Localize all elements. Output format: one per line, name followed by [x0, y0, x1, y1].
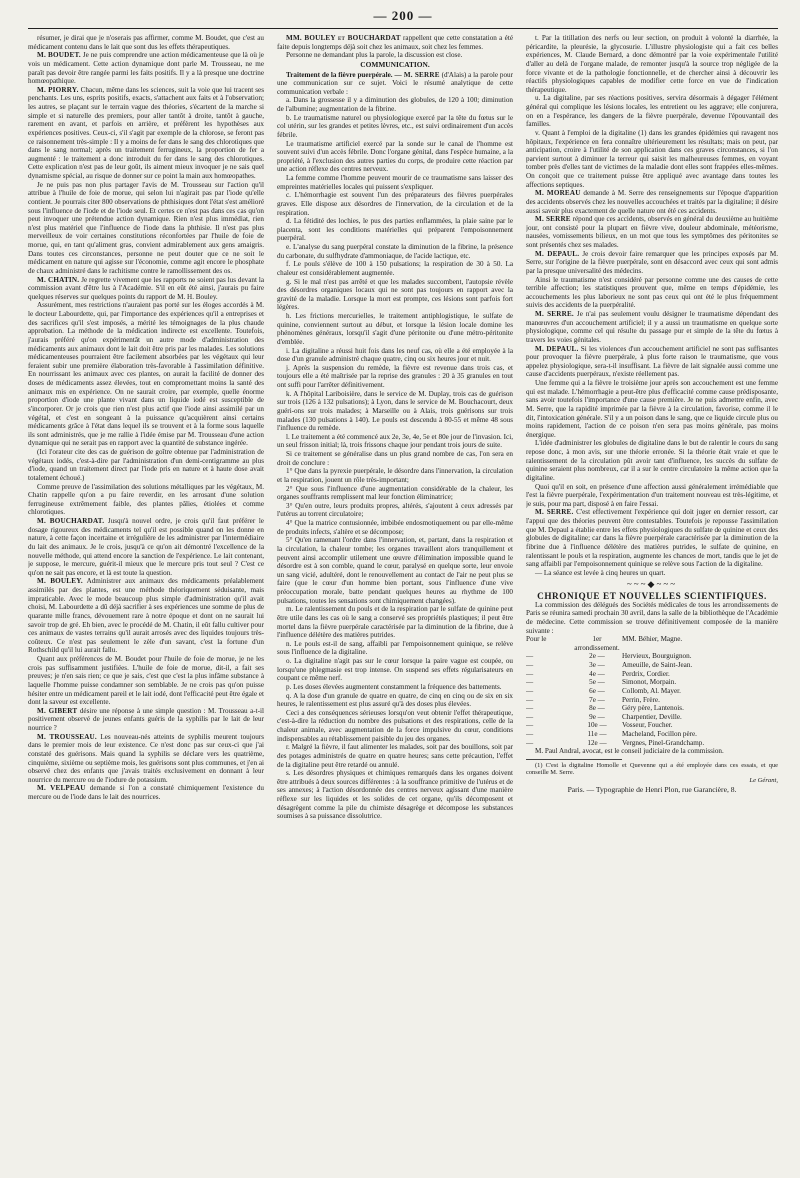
paragraph-text: demande à M. Serre des renseignements sur l'époque d'apparition des accidents observés chez les nouvelles accouchées et traités par la digitaline; il désire aussi savoir plus exactement de quelle nature ont été ces accidents.: [526, 189, 778, 215]
arrondissement-ord: 7e —: [589, 695, 605, 704]
paragraph: [28, 517, 264, 577]
paragraph-text: Je n'ai pas seulement voulu désigner le traumatisme dépendant des manœuvres d'un accouchement artificiel; il y a aussi un traumatisme en quelque sorte physiologique, comme cel qui résulte du passage pur et simple de la tête du fœtus à travers les voies génitales.: [526, 310, 778, 344]
paragraph: Quant aux préférences de M. Boudet pour l'huile de foie de morue, je ne les crois pas suffisamment justifiées. L'huile de foie de morue, dit-il, a fait ses preuves; je n'en sais rien; ce que je sais, c'est que c'est la plus infâme substance à laquelle l'homme puisse condamner son semblable. Je ne crois pas qu'on puisse hésiter entre un médicament pareil et le lait iodé, dont l'efficacité peut être égale et dont la saveur est excellente.: [28, 655, 264, 707]
list-item: l. Le traitement a été commencé aux 2e, 3e, 4e, 5e et 80e jour de l'invasion. Ici, un seul frisson initial; là, trois frissons chaque jour pendant trois jours de suite.: [277, 432, 513, 450]
arrondissement-n: —: [526, 712, 534, 721]
paragraph: [526, 508, 778, 568]
arrondissement-n: —: [526, 652, 534, 661]
paragraph: [526, 310, 778, 345]
paragraph: [526, 215, 778, 250]
paragraph-text: Je regrette vivement que les rapports ne soient pas lus devant la commission avant d'être lus à l'Académie. S'il en eût été ainsi, j'aurais pu faire quelques réserves sur quelques points du rapport de M. H. Bouley.: [28, 275, 264, 301]
paragraph: [277, 34, 513, 51]
speaker-name: M. SERRE.: [535, 508, 574, 517]
list-item: b. Le traumatisme naturel ou physiologique exercé par la tête du fœtus sur le col utérin, sur les grandes et petites lèvres, etc., est suivi ordinairement d'un accès fébrile.: [277, 113, 513, 139]
speaker-name: M. VELPEAU: [37, 784, 86, 793]
paragraph: [277, 71, 513, 97]
paragraph: [28, 577, 264, 655]
paragraph: [28, 51, 264, 86]
list-item: q. A la dose d'un granule de quatre en quatre, de cinq en cinq ou de six en six heures, le ralentissement est plus assuré qu'à des doses plus élevées.: [277, 691, 513, 709]
arrondissement-ord: 5e —: [589, 678, 605, 687]
printer-imprint: Paris. — Typographie de Henri Plon, rue Garancière, 8.: [567, 784, 737, 794]
paragraph: Ainsi le traumatisme n'est considéré par personne comme une des causes de cette terrible affection; les statistiques prouvent que, même en temps d'épidémie, les accouchements les plus laborieux ne sont pas ceux qui ont été le plus fréquemment suivis des accidents de la puerpéralité.: [526, 275, 778, 310]
arrondissement-ord: 6e —: [589, 686, 605, 695]
arrondissement-n: —: [526, 661, 534, 669]
arrondissement-row: [526, 696, 778, 705]
paragraph: [28, 276, 264, 302]
list-item: 2° Que sous l'influence d'une augmentation considérable de la chaleur, les organes souffrants remplissent mal leur fonction éliminatrice;: [277, 484, 513, 502]
page-header: [28, 6, 778, 28]
arrondissement-row: [526, 652, 778, 661]
list-item: s. Les désordres physiques et chimiques remarqués dans les organes doivent être attribués à deux sources différentes : à la souffrance primitive de l'utérus et de ses annexes; à l'action désordonnée des centres nerveux agissant d'une manière réflexe sur les liquides et les solides de cet organe, qu'ils décomposent et désagrègent comme la pile du chimiste désagrège et décompose les substances soumises à sa puissance dissolutrice.: [277, 769, 513, 821]
paragraph-text: (d'Alais) a la parole pour une communication sur ce sujet. Voici le résumé analytique de cette communication verbale :: [277, 70, 513, 96]
arrondissement-names: Macheland, Focillon père.: [622, 730, 697, 738]
summary-list: [277, 96, 513, 821]
arrondissement-n: —: [526, 695, 534, 704]
list-item: e. L'analyse du sang puerpéral constate la diminution de la fibrine, la présence du carbonate, du sulfhydrate d'ammoniaque, de l'acide lactique, etc.: [277, 243, 513, 260]
list-item: u. La digitaline, par ses réactions positives, servira désormais à dégager l'élément général qui complique les lésions locales, les entretient ou les aggrave; elle conjurera, on en a l'espérance, les dangers de la fièvre puerpérale, devenue l'épouvantail des familles.: [526, 94, 778, 129]
list-item: i. La digitaline a réussi huit fois dans les neuf cas, où elle a été employée à la dose d'un granule administré chaque quatre, cinq ou six heures jour et nuit.: [277, 346, 513, 364]
speaker-name: M. TROUSSEAU.: [37, 732, 97, 741]
arrondissement-names: Géry père, Lantenois.: [622, 704, 684, 713]
arrondissement-names: Vergnes, Pinel-Grandchamp.: [622, 738, 705, 747]
paragraph-text: Les nouveau-nés atteints de syphilis meurent toujours dans le premier mois de leur existence. Ce n'est donc pas sur ceux-ci que j'ai constaté des guérisons. Mais quand la syphilis se déclare vers les quatrième, cinquième, sixième ou septième mois, les guérisons sont plus communes, et j'en ai observé chez des enfants que j'avais traités exclusivement en donnant à leur nourrice du mercure ou de l'iodure de potassium.: [28, 732, 264, 784]
arrondissement-row: [526, 678, 778, 687]
list-item: 3° Qu'en outre, leurs produits propres, altérés, s'ajoutent à ceux adressés par l'utérus au torrent circulatoire;: [277, 501, 513, 519]
arrondissement-ord: 12e —: [587, 738, 607, 747]
arrondissement-names: Vosseur, Foucher.: [622, 721, 673, 730]
ornament-divider: ~~~◆~~~: [626, 579, 678, 590]
paragraph: [28, 733, 264, 785]
arrondissement-row: [526, 687, 778, 696]
list-item: m. Le ralentissement du pouls et de la respiration par le sulfate de quinine peut être utile dans les cas où le sang a conservé ses propriétés plastiques; il peut être mortel dans la fièvre puerpérale caractérisée par la diminution de la fibrine, due à l'influence délétère des matières putrides.: [277, 605, 513, 640]
paragraph: [28, 707, 264, 733]
paragraph: Quoi qu'il en soit, en présence d'une affection aussi généralement irrémédiable que l'est la fièvre puerpérale, l'expérimentation d'un traitement nouveau est très-légitime, et je suis, pour ma part, disposé à en faire l'essai.: [526, 482, 778, 508]
arrondissement-row: [526, 739, 778, 748]
arrondissement-row: [526, 661, 778, 670]
list-item: v. Quant à l'emploi de la digitaline (1) dans les grandes épidémies qui ravagent nos hôpitaux, l'expérience en fera connaître ultérieurement les résultats; mais on peut, par anticipation, croire à l'utilité de son application dans ces graves circonstances, si l'on parvient surtout à diminuer la terreur qui saisit les malheureuses femmes, en voyant tomber près d'elles tant de victimes de la maladie dont elles sont frappées elles-mêmes. On conçoit que ce traitement puisse être appliqué avec avantage dans toutes les affections septiques.: [526, 128, 778, 189]
paragraph: [526, 250, 778, 276]
arrondissement-row: [526, 635, 778, 652]
list-item: 1° Que dans la pyrexie puerpérale, le désordre dans l'innervation, la circulation et la respiration, jouent un rôle très-important;: [277, 467, 513, 484]
arrondissement-row: [526, 704, 778, 713]
paragraph: Une femme qui a la fièvre le troisième jour après son accouchement est une femme qui est malade. L'hémorrhagie a peut-être plus d'efficacité comme cause prédisposante, sans avoir toutefois l'importance d'une cause première. Je ne puis admettre enfin, avec M. Serre, que la rapidité imprimée par la fièvre à la circulation, favorise, comme il le dit, l'intoxication générale. S'il y a un poison dans le sang, que ce liquide circule plus ou moins rapidement, l'action de ce poison n'en sera pas moins générale, pas moins énergique.: [526, 379, 778, 439]
list-item: Ceci a des conséquences sérieuses lorsqu'on veut obtenir l'effet thérapeutique, c'est-à-dire la réduction du nombre des pulsations et des respirations, celle de la chaleur animale, avec augmentation de la force impulsive du cœur, conditions indispensables au rétablissement paisible du jeu des organes.: [277, 708, 513, 743]
list-item: d. La fétidité des lochies, le pus des parties enflammées, la plaie saine par le placenta, sont les conditions matérielles qui préparent l'empoisonnement puerpéral.: [277, 217, 513, 243]
arrondissement-n: —: [526, 669, 534, 678]
paragraph: La commission des délégués des Sociétés médicales de tous les arrondissements de Paris se réunira samedi prochain 30 avril, dans la salle de la bibliothèque de l'Académie de médecine. Cette commission se trouve définitivement composée de la manière suivante :: [526, 600, 778, 635]
summary-list-continued: [526, 34, 778, 189]
arrondissement-ord: 8e —: [589, 704, 605, 713]
speaker-name: M. DEPAUL.: [535, 249, 580, 258]
arrondissement-ord: 1er arrondissement.: [574, 635, 620, 652]
paragraph-text: demande si l'on a constaté chimiquement l'existence du mercure ou de l'iode dans le lait des nourrices.: [28, 784, 264, 801]
paragraph: L'idée d'administrer les globules de digitaline dans le but de ralentir le cours du sang repose donc, à mon avis, sur une théorie erronée. Si la théorie était vraie et que le ralentissement de la circulation pût avoir tant d'influence, les succès du sulfate de quinine seraient plus nombreux, car il a sur le centre circulatoire la même action que la digitaline.: [526, 439, 778, 482]
arrondissement-row: [526, 730, 778, 739]
arrondissement-n: —: [526, 738, 534, 747]
list-item: t. Par la titillation des nerfs ou leur section, on produit à volonté la diarrhée, la péricardite, la pleurésie, la glycosurie. L'illustre physiologiste qui a fait ces belles expériences, M. Claude Bernard, a donc démontré par la voie expérimentale l'utilité d'aller au delà de l'organe malade, de remonter jusqu'à la source trop négligée de la force vivante et de la pathologie fonctionnelle, et de chercher ainsi à découvrir les réactifs physiologiques capables de modifier cette force en vue de l'indication thérapeutique.: [526, 34, 778, 94]
arrondissement-n: —: [526, 730, 534, 738]
arrondissement-ord: 2e —: [589, 652, 605, 661]
paragraph: — La séance est levée à cinq heures un quart.: [535, 568, 666, 577]
header-rule: [28, 28, 778, 29]
speaker-name: M. BOUDET.: [37, 51, 81, 60]
speaker-name: M. GIBERT: [37, 706, 78, 715]
paragraph-text: Si les violences d'un accouchement artificiel ne sont pas suffisantes pour provoquer la fièvre puerpérale, à plus forte raison le traumatisme, que vous appelez physiologique, sera-t-il insuffisant. La fièvre de lait signalée aussi comme une cause d'accidents puerpéraux, n'existe réellement pas.: [526, 344, 778, 379]
list-item: 5° Qu'en ramenant l'ordre dans l'innervation, et, partant, dans la respiration et la circulation, la chaleur tombe; les organes travaillent alors tranquillement et peuvent ainsi accomplir utilement une œuvre d'élimination impossible quand le désordre est à son comble, quand le cœur, paralysé en quelque sorte, leur envoie un sang vicié, adultéré, dont le renouvellement au contact de l'air ne peut plus se faire (que le cœur d'un homme bien portant, sous l'influence d'une vive préoccupation morale, batte pendant quelques heures au rhythme de 100 pulsations, toutes les sensations sont chimiquement changées).: [277, 536, 513, 605]
speaker-name: M. BOULEY.: [37, 577, 83, 586]
paragraph: Je ne puis pas non plus partager l'avis de M. Trousseau sur l'action qu'il attribue à l'huile de foie de morue, qui selon lui n'agirait pas par l'iode qu'elle contient. Je pourrais citer 800 observations de phthisiques dont l'état s'est amélioré sous l'influence de l'iode et de l'iode seul. Et certes ce n'est pas dans ces cas qu'on peut invoquer une prétendue action dynamique. Rien n'est plus immédiat, rien n'est plus matériel que l'influence de l'iode dans la phthisie. Il n'est pas plus merveilleux de voir certaines constitutions réconfortées par l'huile de foie de morue, qui, en tant qu'aliment gras, convient admirablement aux gens amaigris. Dans toutes ces circonstances, personne ne peut douter que ce ne soit le médicament en nature qui agisse sur l'économie, comme agit encore le phosphate de chaux administré dans le rachitisme contre le ramollissement des os.: [28, 180, 264, 275]
paragraph: [28, 784, 264, 801]
list-item: Le traumatisme artificiel exercé par la sonde sur le canal de l'homme est souvent suivi d'un accès fébrile. Donc l'organe génital, dans l'espèce humaine, a la propriété, à l'exclusion des autres parties du corps, de produire cette réaction par une action réflexe des centres nerveux.: [277, 139, 513, 174]
footnote: (1) C'est la digitaline Homolle et Quevenne qui a été employée dans ces essais, et que conseille M. Serre.: [526, 761, 778, 777]
speaker-name: M. PIORRY.: [37, 85, 79, 94]
arrondissement-names: Perrin, Frère.: [622, 695, 660, 704]
list-item: La femme comme l'homme peuvent mourir de ce traumatisme sans laisser des empreintes matérielles locales qui puissent s'expliquer.: [277, 174, 513, 191]
arrondissement-n: —: [526, 678, 534, 687]
page-number: — 200 —: [373, 8, 433, 23]
column-right: [526, 34, 778, 1166]
column-left: [28, 34, 264, 1166]
list-item: 4° Que la matrice contusionnée, imbibée endosmotiquement ou par elle-même de produits infects, s'altère et se décompose;: [277, 519, 513, 536]
arrondissement-list: [526, 635, 778, 747]
arrondissement-ord: 3e —: [589, 661, 605, 669]
list-item: h. Les frictions mercurielles, le traitement antiphlogistique, le sulfate de quinine, conviennent surtout au début, et lorsque la lésion locale domine les phénomènes généraux, lorsqu'il s'agit d'une péritonite ou d'une métro-péritonite d'emblée.: [277, 312, 513, 346]
arrondissement-names: Hervieux, Bourguignon.: [622, 652, 692, 661]
arrondissement-row: [526, 670, 778, 679]
list-item: c. L'hémorrhagie est souvent l'un des préparateurs des fièvres puerpérales graves. Elle dispose aux désordres de l'innervation, de la circulation et de la respiration.: [277, 191, 513, 217]
arrondissement-names: Charpentier, Deville.: [622, 712, 682, 721]
arrondissement-names: Ameuille, de Saint-Jean.: [622, 661, 693, 669]
arrondissement-n: —: [526, 686, 534, 695]
arrondissement-names: Perdrix, Cordier.: [622, 669, 670, 678]
list-item: k. A l'hôpital Lariboisière, dans le service de M. Duplay, trois cas de guérison sur trois (126 à 132 pulsations); à Lyon, dans le service de M. Bouchacourt, deux guéri-ons sur trois malades; à Marseille ou à Alais, trois guérisons sur trois malades (130 pulsations à 140). Le pouls est descendu à 80-55 et même 48 sous l'influence du remède.: [277, 389, 513, 433]
paragraph: [526, 345, 778, 380]
arrondissement-n: —: [526, 704, 534, 713]
paragraph: [526, 189, 778, 215]
paragraph: Personne ne demandant plus la parole, la discussion est close.: [286, 51, 463, 60]
paragraph-text: Administrer aux animaux des médicaments préalablement assimilés par des plantes, est une méthode théoriquement séduisante, mais impraticable. Avec le mode beaucoup plus simple d'administration qu'il avait choisi, M. Labourdette a dû déjà sacrifier à ses expériences une somme de plus de quarante mille francs, dévouement rare à notre époque et dont on ne saurait lui savoir trop de gré. Eh bien, avec le procédé de M. Chatin, il eût fallu cultiver pour ces animaux de vastes terrains qu'il aurait arrosés avec des liquides toujours très-coûteux. Ce n'est pas seulement le zèle d'un savant, c'est la fortune d'un Rothschild qu'il lui aurait fallu.: [28, 577, 264, 655]
paragraph-text: désire une réponse à une simple question : M. Trousseau a-t-il positivement observé de jeunes enfants guéris de la syphilis par le lait de leur nourrice ?: [28, 706, 264, 732]
list-item: p. Les doses élevées augmentent constamment la fréquence des battements.: [286, 682, 502, 691]
arrondissement-n: Pour le: [526, 635, 547, 644]
section-heading: CHRONIQUE ET NOUVELLES SCIENTIFIQUES.: [537, 591, 767, 601]
footnote-rule: [526, 759, 622, 760]
paragraph: [28, 86, 264, 181]
gerant-label: Le Gérant,: [749, 777, 778, 785]
paragraph: (Ici l'orateur cite des cas de guérison de goître obtenue par l'administration de végétaux iodés, c'est-à-dire par l'administration d'un demi-centigramme au plus d'iode, quand un traitement direct par l'iode pris en nature et à haute dose avait totalement échoué.): [28, 448, 264, 482]
arrondissement-row: [526, 721, 778, 730]
arrondissement-ord: 10e —: [587, 721, 607, 730]
paragraph-text: Chacun, même dans les sciences, suit la voie que lui tracent ses penchants. Les uns, esprits positifs, exacts, s'attachent aux faits et à l'observation; les autres, se plaçant sur le terrain vague des théories, s'écartent de la marche si simple et si naturelle des premiers, pour aller tantôt à droite, tantôt à gauche, rarement en avant, et parfois en arrière, et préfèrent les hypothèses aux expériences positives. Ceux-ci, s'il s'agit par exemple de la chlorose, se feront pas ce raisonnement très-simple : Il y a moins de fer dans le sang des chlorotiques que dans le sang normal; après un traitement ferrugineux, la proportion de fer a augmenté : le traitement a donc introduit du fer dans le sang des chlorotiques. Cette explication n'est pas de leur goût, ils aiment mieux invoquer je ne sais quel dynamisme spécial, au risque de donner sur ce point la main aux homœopathes.: [28, 85, 264, 180]
speaker-name: M. DEPAUL.: [535, 344, 579, 353]
list-item: a. Dans la grossesse il y a diminution des globules, de 120 à 100; diminution de l'albumine; augmentation de la fibrine.: [277, 96, 513, 113]
paragraph-text: répond que ces accidents, observés en général du deuxième au huitième jour, ont consisté pour la plupart en fièvre vive, douleur abdominale, météorisme, nausées, vomissements bilieux, en un mot que tous les symptômes des péritonites se sont présentés chez ses malades.: [526, 215, 778, 249]
paragraph-text: Jusqu'à nouvel ordre, je crois qu'il faut préférer le dosage rigoureux des médicaments tel qu'il est possible quand on les donne en nature, à cette façon incertaine et irrégulière de les administrer par l'intermédiaire du lait des animaux. Je le crois, jusqu'à ce qu'on ait démontré l'excellence de la nouvelle méthode, qui attend encore la sanction de l'expérience. Le lait contenant, je suppose, le mercure, guérit-il mieux que le mercure pris tout seul ? C'est ce qu'on ne sait pas encore, et là est toute la question.: [28, 517, 264, 577]
list-item: g. Si le mal n'est pas arrêté et que les malades succombent, l'autopsie révèle des désordres organiques locaux qui ne sont pas toujours en rapport avec la gravité de la maladie. Lorsque la mort est prompte, ces lésions sont parfois fort légères.: [277, 277, 513, 312]
paragraph-text: Je crois devoir faire remarquer que les principes exposés par M. Serre, sur l'origine de la fièvre puerpérale, sont en désaccord avec ceux qui sont admis par la presque universalité des médecins.: [526, 249, 778, 275]
speaker-name: MM. BOULEY et BOUCHARDAT: [286, 34, 401, 42]
arrondissement-n: —: [526, 721, 534, 730]
speaker-name: M. SERRE: [535, 215, 571, 224]
paragraph: M. Paul Andral, avocat, est le conseil judiciaire de la commission.: [535, 747, 724, 756]
communication-title: Traitement de la fièvre puerpérale.: [286, 70, 393, 79]
list-item: Si ce traitement se généralise dans un plus grand nombre de cas, l'on sera en droit de conclure :: [277, 450, 513, 467]
arrondissement-ord: 11e —: [587, 730, 607, 738]
speaker-name: M. CHATIN.: [37, 275, 80, 284]
arrondissement-names: Collomb, Al. Mayer.: [622, 686, 681, 695]
list-item: f. Le pouls s'élève de 100 à 150 pulsations; la respiration de 30 à 50. La chaleur est considérablement augmentée.: [277, 260, 513, 277]
arrondissement-row: [526, 713, 778, 722]
arrondissement-names: Simonot, Morpain.: [622, 678, 677, 687]
paragraph-text: C'est effectivement l'expérience qui doit juger en dernier ressort, car l'appui que des théories peuvent être contestables. Toutefois je repousse l'assimilation que M. Depaul a établie entre les effets physiologiques du sulfate de quinine et ceux des globules de digitaline; car dans la fièvre puerpérale caractérisée par la diminution de la fibrine due à l'influence délétère des matières putrides, le sulfate de quinine, en ralentissant le pouls et la respiration, augmente les chances de mort, tandis que le jet de sang affaibli par l'empoisonnement quinique se relève sous l'action de la digitaline.: [526, 508, 778, 569]
column-middle: [277, 34, 513, 1166]
paragraph-text: Je ne puis comprendre une action médicamenteuse que là où je vois un médicament. Cette action dynamique dont parle M. Trousseau, ne me paraît pas devoir être rangée parmi les faits positifs. Il y a là presque une doctrine homœopathique.: [28, 51, 264, 86]
paragraph: Comme preuve de l'assimilation des solutions métalliques par les végétaux, M. Chatin rappelle qu'on a pu faire reverdir, en les arrosant d'une solution ferrugineuse extrêmement faible, des plantes pâlies, étiolées et comme chlorotiques.: [28, 482, 264, 517]
section-heading: COMMUNICATION.: [360, 59, 430, 69]
speaker-name: M. SERRE.: [535, 310, 574, 318]
arrondissement-ord: 9e —: [589, 712, 605, 721]
speaker-name: M. MOREAU: [535, 189, 581, 198]
list-item: r. Malgré la fièvre, il faut alimenter les malades, soit par des bouillons, soit par des potages administrés de quatre en quatre heures; sans cette précaution, l'effet de la digitaline peut être retardé ou annulé.: [277, 743, 513, 769]
list-item: n. Le pouls est-il de sang, affaibli par l'empoisonnement quinique, se relève sous l'influence de la digitaline.: [277, 639, 513, 657]
arrondissement-names: MM. Béhier, Magne.: [622, 635, 683, 644]
list-item: j. Après la suspension du remède, la fièvre est revenue dans trois cas, et toujours elle a été maîtrisée par la reprise des granules : 20 à 35 granules en tout ont suffi pour l'arrêter définitivement.: [277, 363, 513, 389]
speaker-name: — M. SERRE: [394, 70, 440, 79]
paragraph: Assurément, mes restrictions n'auraient pas porté sur les éloges accordés à M. le docteur Labourdette, qui, par l'importance des expériences qu'il a entreprises et des sacrifices qu'il s'est imposés, a mérité les témoignages de la plus chaude approbation. La méthode de la médication indirecte est excellente. Toutefois, j'aurais préféré qu'on expérimentât un autre mode d'administration des médicaments aux animaux dont le lait doit être pris par les malades. Les solutions médicamenteuses pourraient être facilement absorbées par les végétaux qui leur feraient subir une première élaboration très-favorable à l'assimilation définitive. En nourrissant les animaux avec ces plantes, on aurait la facilité de donner des doses de médicaments assez élevées, tout en compromettant moins la santé des animaux mis en expérience. On ne saurait croire, par exemple, quelle énorme proportion d'iode une plante vivant dans un liquide iodé est susceptible de s'incorporer. Or je crois que rien n'est plus actif que l'iode ainsi assimilé par un végétal, et c'est en songeant à la puissance qu'acquièrent ainsi certains médicaments grâce à l'état dans lequel ils se trouvent et à la forme sous laquelle ils sont administrés, que je me rallie à l'idée émise par M. Trousseau d'une action dynamique qui ne serait pas en rapport avec la quantité de substance ingérée.: [28, 301, 264, 448]
speaker-name: M. BOUCHARDAT.: [37, 517, 105, 525]
paragraph: résumer, je dirai que je n'oserais pas affirmer, comme M. Boudet, que c'est au médicament contenu dans le lait que sont dus les effets thérapeutiques.: [28, 34, 264, 51]
list-item: o. La digitaline n'agit pas sur le cœur lorsque la paire vague est coupée, ou lorsqu'une phlegmasie est trop intense. On suspend ses effets régularisateurs en coupant ce même nerf.: [277, 657, 513, 683]
arrondissement-ord: 4e —: [589, 669, 605, 678]
paragraph-text: rappellent que cette constatation a été faite depuis longtemps déjà soit chez les animaux, soit chez les femmes.: [277, 34, 513, 51]
